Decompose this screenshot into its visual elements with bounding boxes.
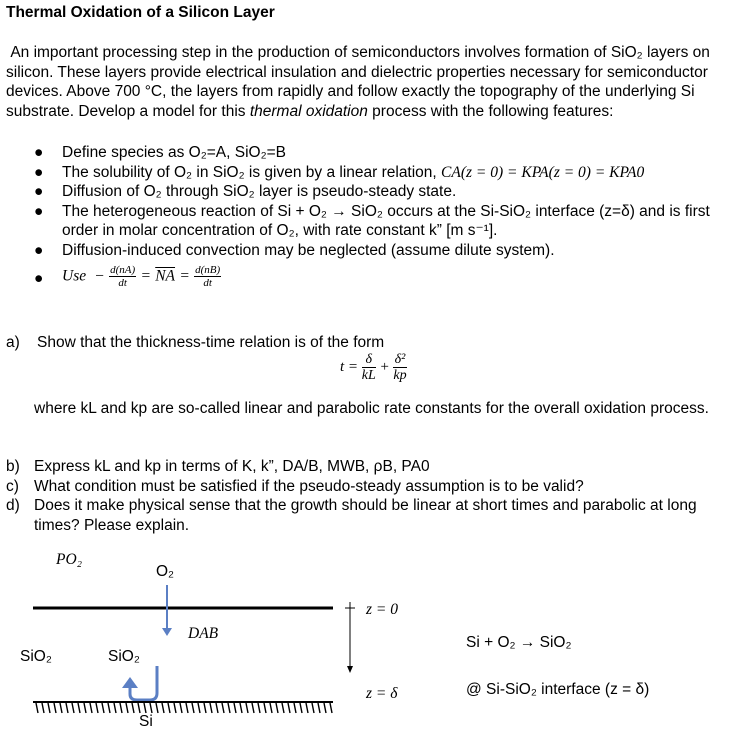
list-item: ● Use − $\frac{d(nA)}{dt}$ = $\overline{NA}$ = $\frac{d(nB)}{dt}$ [34, 264, 221, 289]
eq-plus: + [379, 358, 390, 375]
page-title: Thermal Oxidation of a Silicon Layer [6, 4, 275, 21]
reaction-label: Si + O₂ → SiO₂ [466, 634, 572, 651]
feature-list [0, 143, 735, 289]
fraction-dna-dt: $\frac{d(nA)}{dt}$ [110, 264, 136, 289]
thickness-time-equation: t = $\frac{\delta}{kL}$ + $\frac{\text{δ²}}{kp}$ [340, 352, 407, 383]
solubility-equation: CA(z = 0) = KPA(z = 0) = KPA0 [441, 163, 645, 181]
use-label: Use [62, 267, 87, 285]
intro-text-1: An important processing step in the production of semiconductors involves formation of SiO₂ layers on silicon. These layers provide electrical insulation and dielectric properties necessary for semiconductor devices. Above 700 °C, the layers from rapidly and follow exactly the topography of the underlying Si substrate. Develop a model for this [6, 44, 710, 120]
eq-t: t = [340, 358, 359, 375]
interface-label: @ Si-SiO₂ interface (z = δ) [466, 681, 650, 698]
list-item: ● The solubility of O₂ in SiO₂ is given by a linear relation, CA(z = 0) = KPA(z = 0) = KPA0 [34, 163, 645, 181]
fraction-dnb-dt: $\frac{d(nB)}{dt}$ [195, 264, 221, 289]
part-a-text: Show that the thickness-time relation is of the form [37, 334, 385, 351]
list-item: ● Diffusion-induced convection may be neglected (assume dilute system). [34, 241, 555, 259]
flux-symbol: $\overline{NA}$ [155, 267, 176, 285]
zdelta-label: z = δ [366, 685, 398, 702]
list-item: ● Diffusion of O₂ through SiO₂ layer is pseudo-steady state. [34, 183, 457, 200]
z0-label: z = 0 [366, 601, 398, 618]
question-d: d) Does it make physical sense that the growth should be linear at short times and parabolic at long times? Please explain. [6, 497, 697, 534]
part-a-after: where kL and kp are so-called linear and parabolic rate constants for the overall oxidation process. [34, 400, 709, 417]
sio2-left-label: SiO₂ [20, 648, 52, 665]
bullet-text: Diffusion-induced convection may be neglected (assume dilute system). [62, 241, 555, 259]
si-label: Si [139, 713, 153, 730]
bullet-text: Define species as O₂=A, SiO₂=B [62, 144, 286, 161]
intro-text-2: process with the following features: [367, 102, 614, 120]
question-list [6, 457, 731, 535]
bullet-text: The solubility of O₂ in SiO₂ is given by a linear relation, [62, 163, 442, 181]
o2-label: O₂ [156, 563, 175, 580]
substrate-hatch [36, 703, 332, 713]
dab-label: DAB [188, 625, 219, 642]
bullet-text: Diffusion of O₂ through SiO₂ layer is pseudo-steady state. [62, 183, 457, 200]
intro-italic: thermal oxidation [249, 102, 368, 120]
intro-paragraph [6, 43, 731, 121]
po2-label: PO₂ [56, 551, 83, 568]
sio2-mid-label: SiO₂ [108, 648, 140, 665]
list-item: ● Define species as O₂=A, SiO₂=B [34, 144, 286, 161]
part-a [6, 333, 726, 353]
list-item: ● The heterogeneous reaction of Si + O₂ → SiO₂ occurs at the Si-SiO₂ interface (z=δ) and is first order in molar concentration of O₂, with rate constant k” [m s⁻¹]. [34, 202, 710, 239]
question-b: b) Express kL and kp in terms of K, k”, DA/B, MWB, ρB, PA0 [6, 458, 430, 475]
question-c: c) What condition must be satisfied if the pseudo-steady assumption is to be valid? [6, 477, 584, 495]
part-a-label: a) [6, 334, 20, 351]
bullet-text: The heterogeneous reaction of Si + O₂ → SiO₂ occurs at the Si-SiO₂ interface (z=δ) and is first order in molar concentration of O₂, with rate constant k” [m s⁻¹]. [62, 202, 710, 239]
